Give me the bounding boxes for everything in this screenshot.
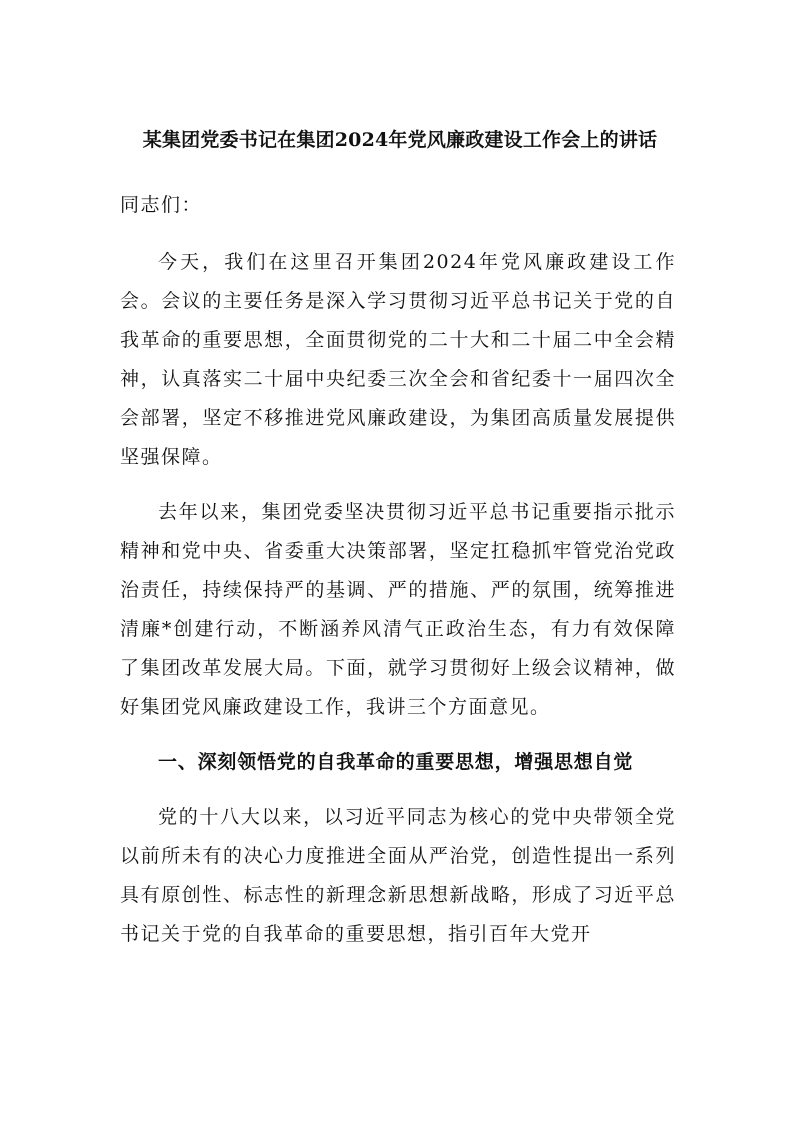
greeting: 同志们： bbox=[120, 194, 203, 216]
paragraph-intro: 今天，我们在这里召开集团2024年党风廉政建设工作会。会议的主要任务是深入学习贯彻习近平总书记关于党的自我革命的重要思想，全面贯彻党的二十大和二十届二中全会精神，认真落实二十届中央纪委三次全会和省纪委十一届四次全会部署，坚定不移推进党风廉政建设，为集团高质量发展提供坚强保障。 bbox=[120, 251, 676, 468]
paragraph-section-one: 党的十八大以来，以习近平同志为核心的党中央带领全党以前所未有的决心力度推进全面从严治党，创造性提出一系列具有原创性、标志性的新理念新思想新战略，形成了习近平总书记关于党的自我革命的重要思想，指引百年大党开 bbox=[120, 806, 676, 945]
section-heading: 一、深刻领悟党的自我革命的重要思想，增强思想自觉 bbox=[158, 751, 634, 773]
document-title: 某集团党委书记在集团2024年党风廉政建设工作会上的讲话 bbox=[142, 129, 658, 151]
paragraph-review: 去年以来，集团党委坚决贯彻习近平总书记重要指示批示精神和党中央、省委重大决策部署，坚定扛稳抓牢管党治党政治责任，持续保持严的基调、严的措施、严的氛围，统筹推进清廉*创建行动，不断涵养风清气正政治生态，有力有效保障了集团改革发展大局。下面，就学习贯彻好上级会议精神，做好集团党风廉政建设工作，我讲三个方面意见。 bbox=[120, 501, 676, 718]
document-body bbox=[120, 186, 676, 954]
